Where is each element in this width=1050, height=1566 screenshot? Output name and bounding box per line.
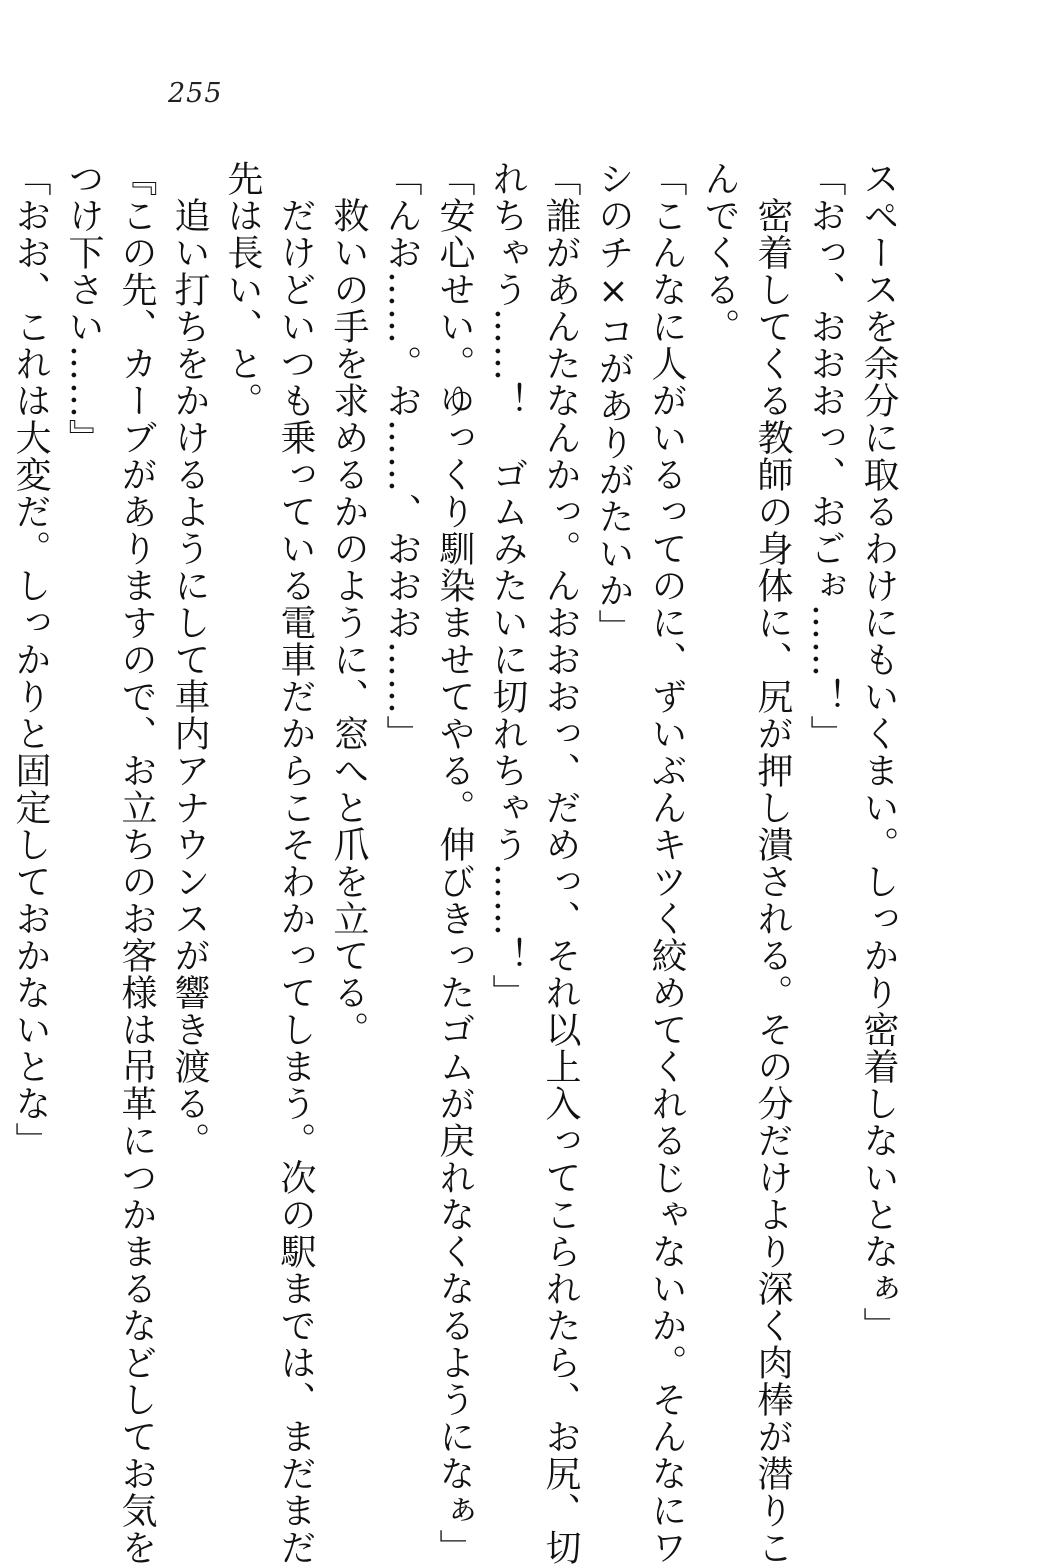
- text-line: 「おっ、おおおっ、おごぉ……！」: [805, 160, 846, 752]
- text-line: 「おお、これは大変だ。しっかりと固定しておかないとな」: [10, 160, 51, 1159]
- text-line: 「んお……。お……、おおお……」: [381, 160, 422, 752]
- text-line: だけどいつも乗っている電車だからこそわかってしまう。次の駅までは、まだまだ: [275, 160, 316, 1566]
- text-line: 「こんなに人がいるってのに、ずいぶんキツく絞めてくれるじゃないか。そんなにワ: [646, 160, 687, 1566]
- text-line: 「誰があんたなんかっ。んおおおっ、だめっ、それ以上入ってこられたら、お尻、切: [540, 160, 581, 1566]
- text-line: 先は長い、と。: [222, 160, 263, 419]
- text-line: 追い打ちをかけるようにして車内アナウンスが響き渡る。: [169, 160, 210, 1159]
- text-line: んでくる。: [699, 160, 740, 345]
- text-line: 「安心せい。ゆっくり馴染ませてやる。伸びきったゴムが戻れなくなるようになぁ」: [434, 160, 475, 1566]
- text-line: スペースを余分に取るわけにもいくまい。しっかり密着しないとなぁ」: [858, 160, 899, 1344]
- text-line: シのチ×コがありがたいか」: [593, 160, 634, 646]
- text-line: 救いの手を求めるかのように、窓へと爪を立てる。: [328, 160, 369, 1048]
- body-text: [4, 160, 905, 1566]
- page-number: 255: [168, 78, 223, 109]
- text-line: 『この先、カーブがありますので、お立ちのお客様は吊革につかまるなどしてお気を: [116, 160, 157, 1566]
- text-line: 密着してくる教師の身体に、尻が押し潰される。その分だけより深く肉棒が潜りこ: [752, 160, 793, 1566]
- text-line: れちゃう……！ ゴムみたいに切れちゃう……！」: [487, 160, 528, 1011]
- text-line: つけ下さい……』: [63, 160, 104, 456]
